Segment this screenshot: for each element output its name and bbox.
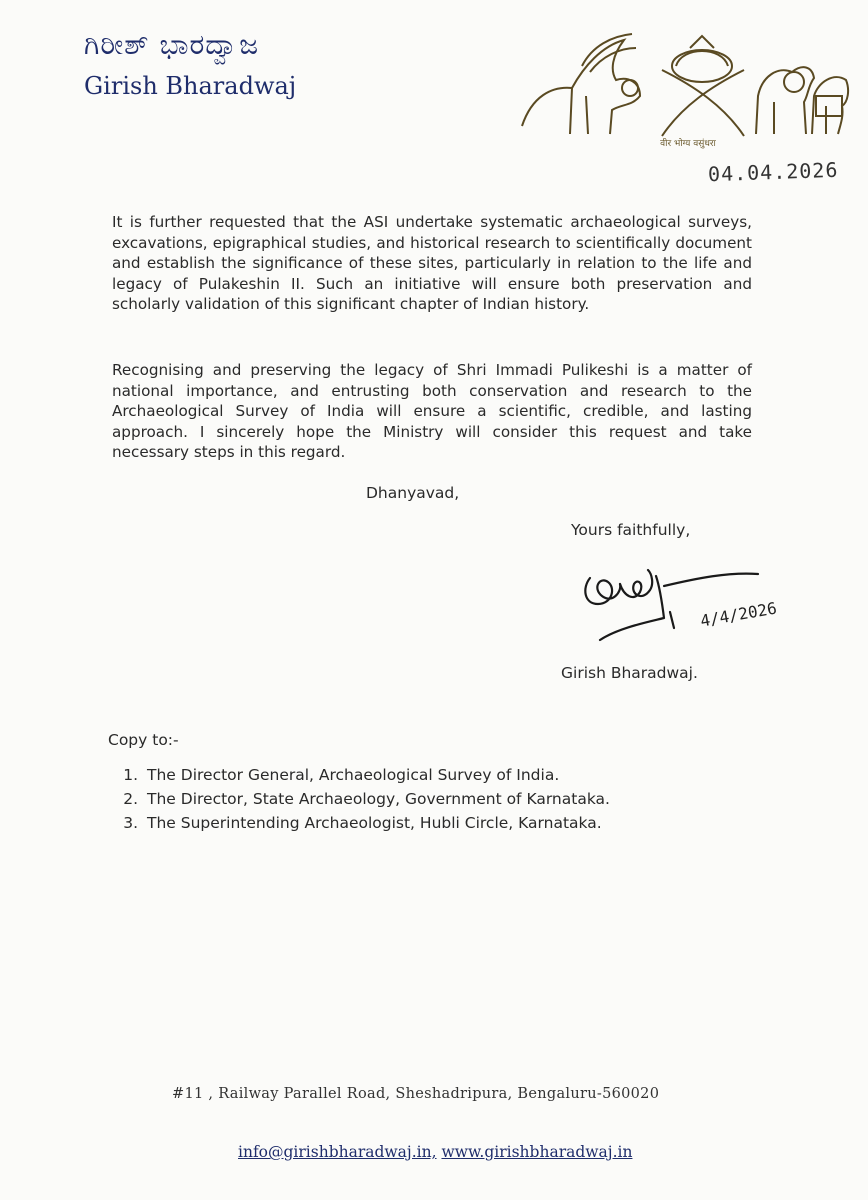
list-item-text: The Director General, Archaeological Survey of India.: [147, 766, 560, 784]
list-item: [112, 814, 610, 838]
body-paragraph-2: Recognising and preserving the legacy of Shri Immadi Pulikeshi is a matter of national importance, and entrusting both conservation and research to the Archaeological Survey of India will ensure a scientific, credible, and lasting approach. I sincerely hope the Ministry will consider this request and take necessary steps in this regard.: [112, 361, 752, 461]
emblem-motto: वीर भोग्य वसुंधरा: [660, 139, 716, 149]
list-item-text: The Superintending Archaeologist, Hubli Circle, Karnataka.: [147, 814, 602, 832]
list-item-number: 3.: [123, 814, 138, 832]
website-link[interactable]: www.girishbharadwaj.in: [441, 1143, 633, 1161]
email-link[interactable]: info@girishbharadwaj.in,: [238, 1143, 437, 1161]
handwritten-date: 04.04.2026: [707, 157, 839, 187]
letterhead-name-kannada: ಗಿರೀಶ್ ಭಾರದ್ವಾಜ: [84, 28, 260, 61]
list-item: [112, 790, 610, 814]
body-paragraph-1: It is further requested that the ASI undertake systematic archaeological surveys, excavations, epigraphical studies, and historical research to scientifically document and establish the significance of these sites, particularly in relation to the life and legacy of Pulakeshin II. Such an initiative will ensure both preservation and scholarly validation of this significant chapter of Indian history.: [112, 213, 752, 313]
closing-greeting: Dhanyavad,: [366, 484, 460, 502]
sign-off: Yours faithfully,: [571, 521, 691, 539]
copy-recipient-list: [112, 766, 610, 838]
signer-name: Girish Bharadwaj.: [561, 664, 698, 682]
list-item-text: The Director, State Archaeology, Government of Karnataka.: [147, 790, 610, 808]
list-item-number: 2.: [123, 790, 138, 808]
signature-date: 4/4/2026: [698, 598, 779, 631]
list-item: [112, 766, 610, 790]
copy-to-heading: Copy to:-: [108, 731, 179, 749]
list-item-number: 1.: [123, 766, 138, 784]
signature-icon: [578, 548, 828, 653]
footer-address: #11 , Railway Parallel Road, Sheshadripura, Bengaluru-560020: [172, 1086, 660, 1102]
letterhead-name-english: Girish Bharadwaj: [84, 72, 297, 100]
footer-links: [238, 1143, 632, 1161]
